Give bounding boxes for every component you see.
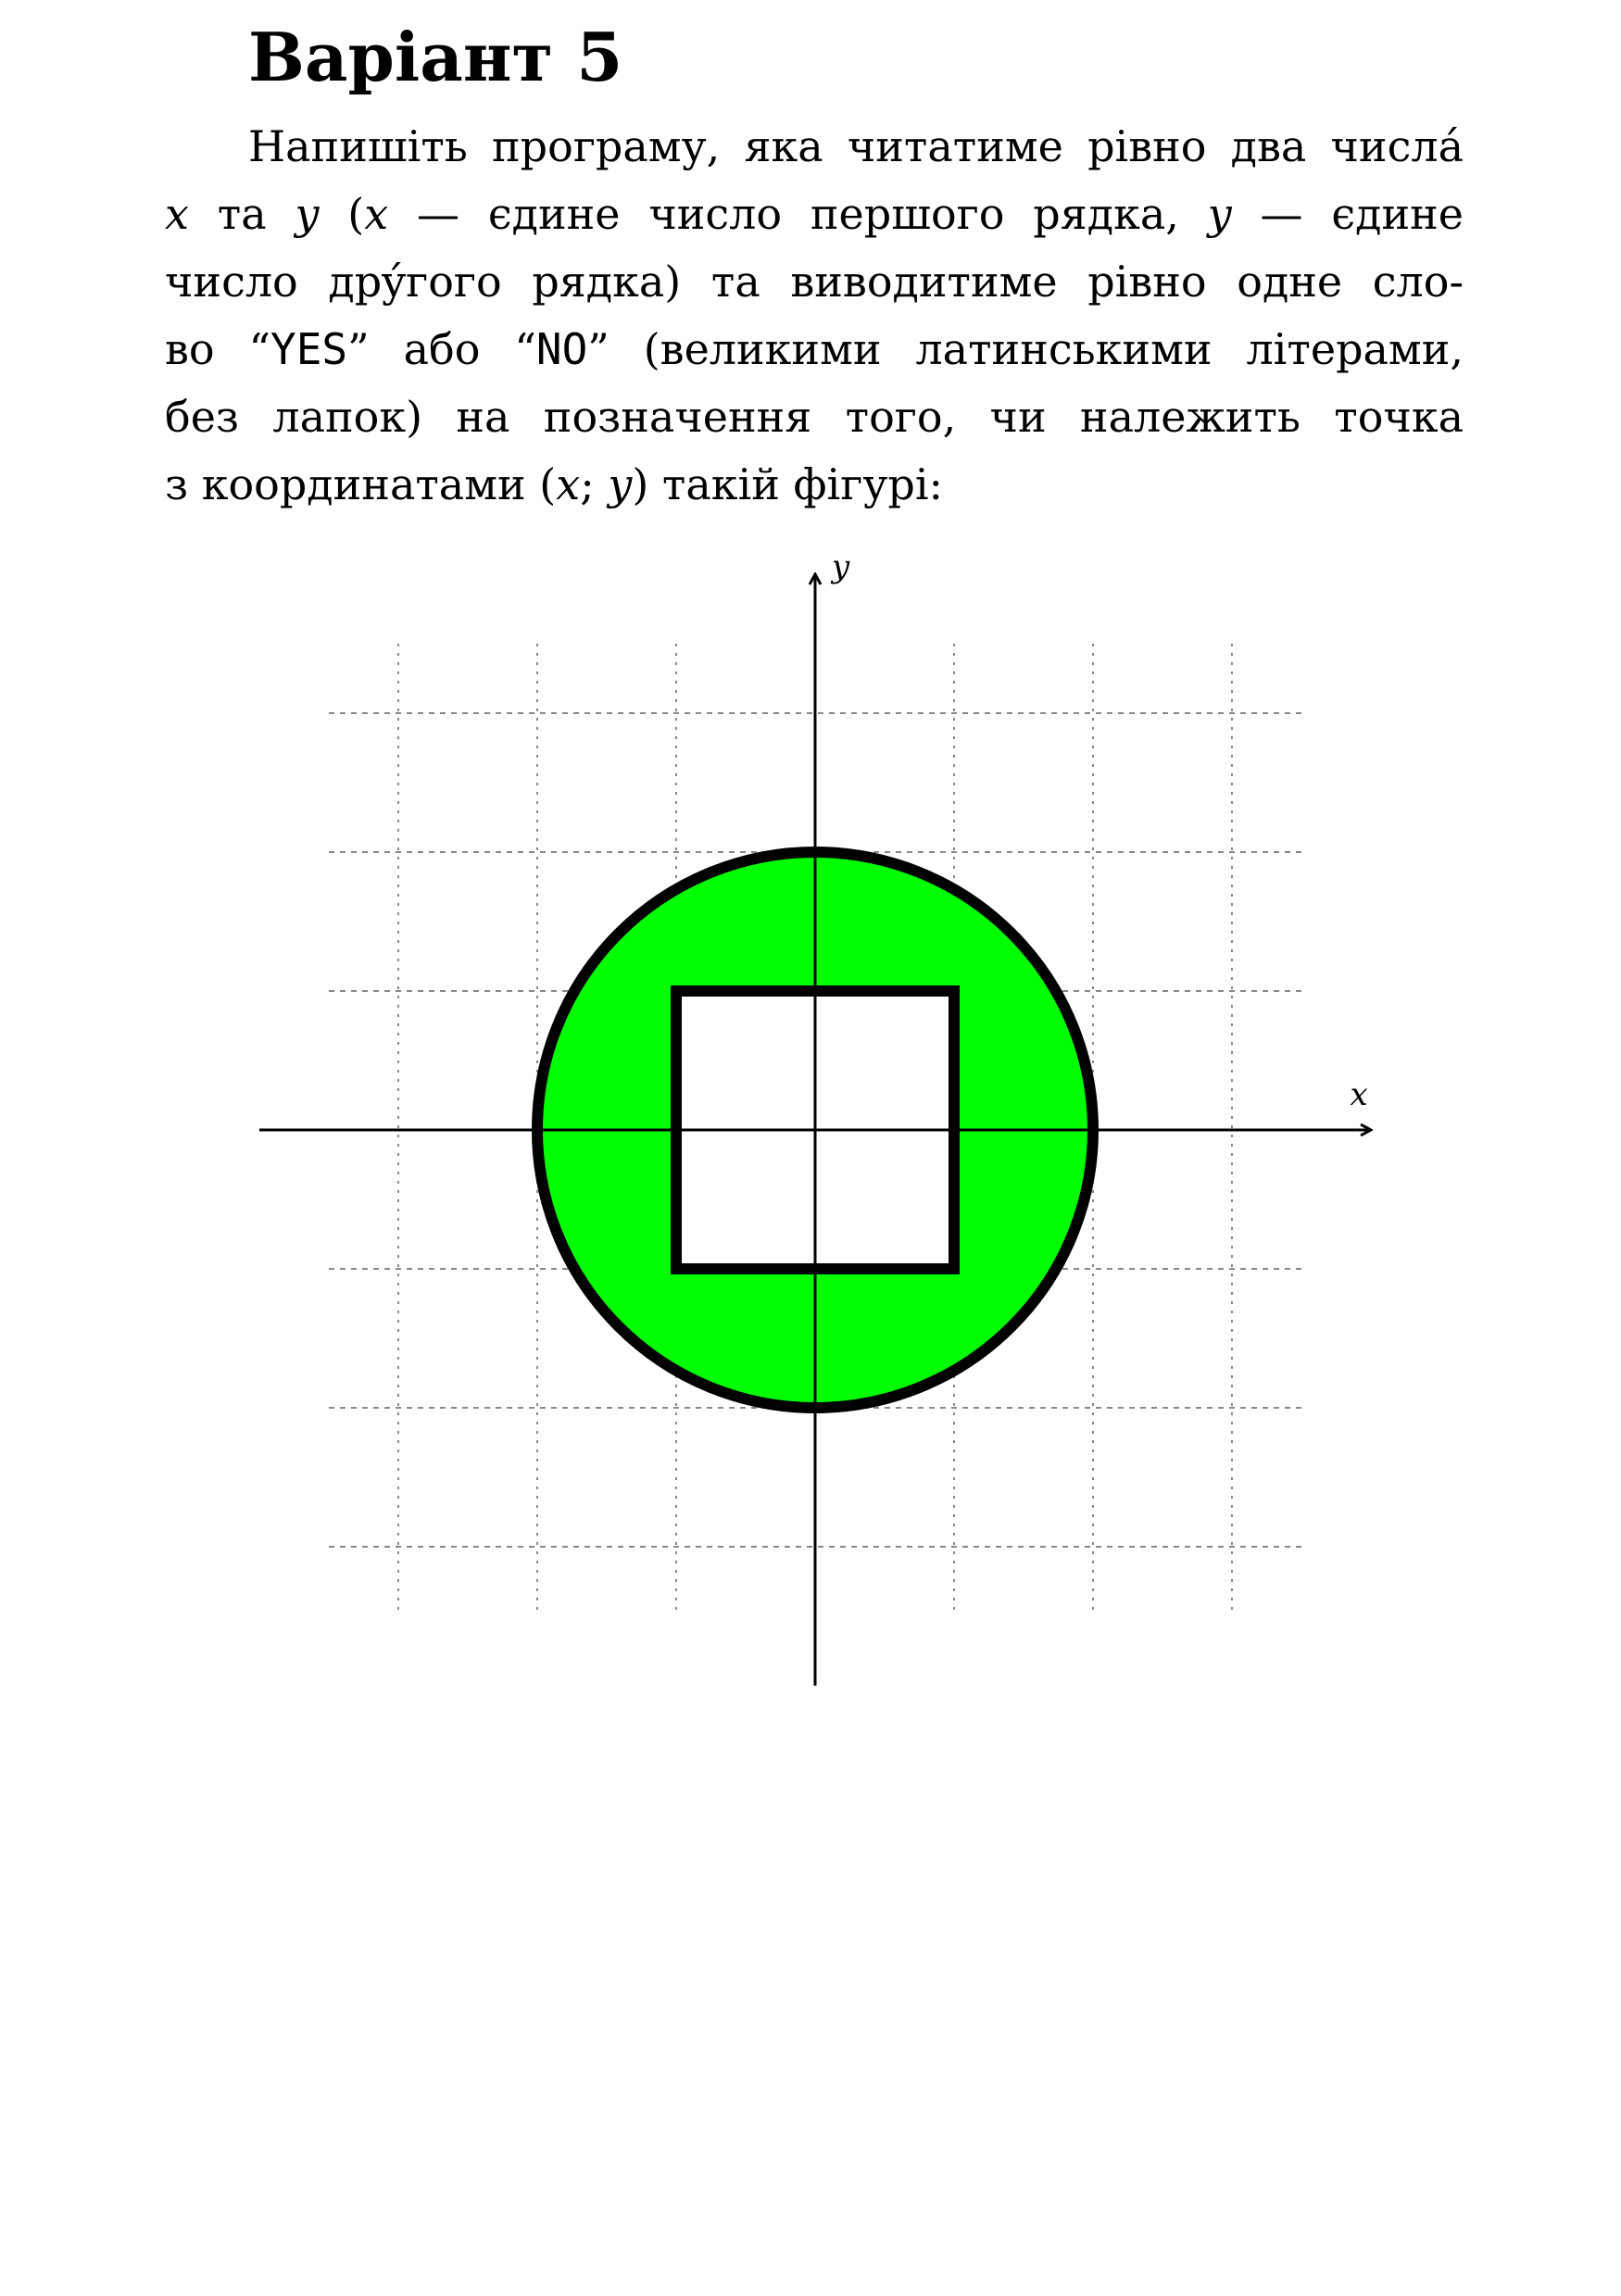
problem-line-3 xyxy=(165,248,1464,316)
variant-title: Варіант 5 xyxy=(248,18,623,96)
x-axis-label: x xyxy=(1350,1076,1368,1113)
problem-line-4: во “YES” або “NO” (великими латинськими літерами, xyxy=(165,324,1464,374)
coordinate-figure xyxy=(241,556,1389,1704)
problem-line-1 xyxy=(165,113,1464,181)
problem-line-5-text: без лапок) на позначення того, чи належить точка xyxy=(165,392,1464,442)
problem-line-2: x та y (x — єдине число першого рядка, y — єдине xyxy=(165,189,1464,239)
problem-line-3-text: число дрýгого рядка) та виводитиме рівно одне сло- xyxy=(165,257,1464,307)
problem-line-1-text: Напишіть програму, яка читатиме рівно два числá xyxy=(248,121,1464,171)
figure-canvas xyxy=(241,556,1389,1704)
problem-statement xyxy=(165,113,1464,519)
problem-line-5 xyxy=(165,383,1464,451)
y-axis-label: y xyxy=(832,556,850,585)
problem-line-6: з координатами (x; y) такій фігурі: xyxy=(165,459,944,509)
